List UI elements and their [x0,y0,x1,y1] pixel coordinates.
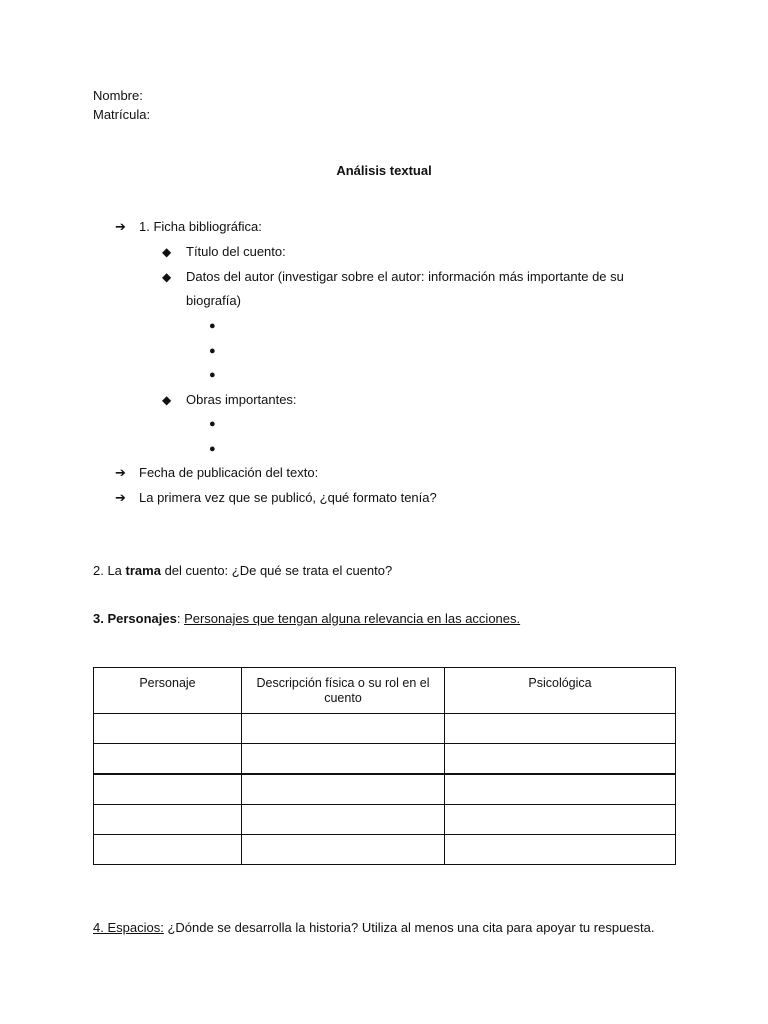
nombre-label: Nombre: [93,88,143,103]
matricula-label: Matrícula: [93,107,151,122]
personajes-table [93,667,676,865]
table-cell[interactable] [445,805,676,835]
table-cell[interactable] [445,835,676,865]
table-row [94,744,676,775]
espacios-rest: ¿Dónde se desarrolla la historia? Utiliza al menos una cita para apoyar tu respuesta. [163,920,655,935]
obras-importantes: Obras importantes: [186,392,297,407]
titulo-cuento: Título del cuento: [186,244,286,259]
formato-publicacion: La primera vez que se publicó, ¿qué formato tenía? [139,490,437,505]
table-cell[interactable] [94,835,242,865]
table-cell[interactable] [242,774,445,805]
personajes-label: 3. Personajes [93,611,177,626]
espacios-label: 4. Espacios: [93,920,164,935]
bullet-icon: ● [209,369,216,381]
bullet-icon: ● [209,345,216,357]
table-cell[interactable] [445,714,676,744]
table-row [94,714,676,744]
datos-autor-line2: biografía) [186,293,241,308]
table-row [94,805,676,835]
trama-rest: del cuento: ¿De qué se trata el cuento? [160,563,393,578]
header-descripcion: Descripción física o su rol en el cuento [242,668,445,714]
diamond-bullet-icon: ◆ [162,393,172,407]
arrow-icon: ➔ [115,219,126,234]
table-cell[interactable] [94,744,242,775]
table-cell[interactable] [242,805,445,835]
table-cell[interactable] [94,774,242,805]
bullet-icon: ● [209,320,216,332]
table-row [94,835,676,865]
diamond-bullet-icon: ◆ [162,270,172,284]
page-title: Análisis textual [336,163,432,178]
personajes-colon: : [176,611,185,626]
table-cell[interactable] [94,714,242,744]
bullet-icon: ● [209,443,216,455]
personajes-instruction: Personajes que tengan alguna relevancia en las acciones. [184,611,521,626]
trama-prefix: 2. La [93,563,126,578]
table-cell[interactable] [445,744,676,775]
header-psicologica: Psicológica [445,668,676,714]
table-cell[interactable] [242,744,445,775]
diamond-bullet-icon: ◆ [162,245,172,259]
espacios-question [93,920,654,936]
fecha-publicacion: Fecha de publicación del texto: [139,465,319,480]
bullet-icon: ● [209,418,216,430]
table-cell[interactable] [94,805,242,835]
table-cell[interactable] [242,714,445,744]
arrow-icon: ➔ [115,490,126,505]
header-personaje: Personaje [94,668,242,714]
trama-bold: trama [125,563,161,578]
trama-question [93,563,392,579]
table-row [94,774,676,805]
datos-autor-line1: Datos del autor (investigar sobre el autor: información más importante de su [186,269,624,284]
personajes-heading [93,611,520,627]
arrow-icon: ➔ [115,465,126,480]
table-cell[interactable] [242,835,445,865]
table-header-row [94,668,676,714]
table-cell[interactable] [445,774,676,805]
ficha-heading: 1. Ficha bibliográfica: [139,219,262,234]
